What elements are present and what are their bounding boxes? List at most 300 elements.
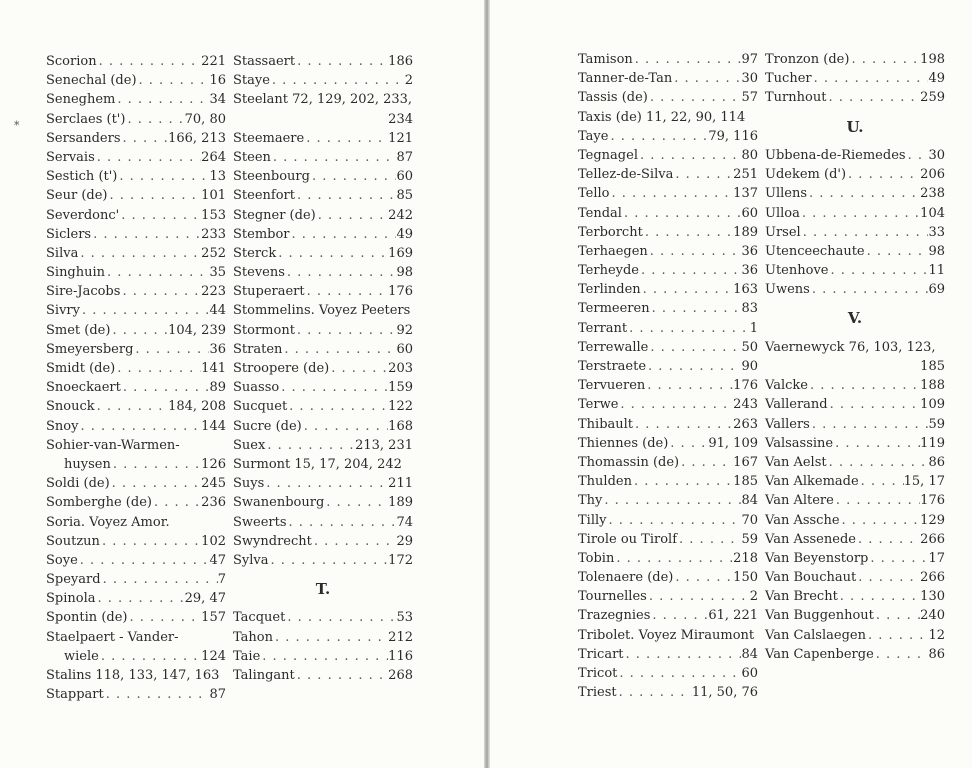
dot-leader [826, 88, 920, 107]
index-entry [765, 568, 945, 587]
entry-name: Tilly [578, 512, 607, 528]
entry-pages: 238 [920, 186, 945, 202]
index-entry [46, 129, 226, 148]
dot-leader [648, 88, 742, 107]
dot-leader [96, 589, 185, 608]
entry-pages: 167 [733, 454, 758, 470]
entry-pages: 141 [201, 361, 226, 376]
dot-leader [78, 551, 210, 570]
entry-name: Stevens [233, 265, 285, 281]
dot-leader [633, 415, 733, 434]
entry-name: Tassis (de) [578, 90, 648, 106]
entry-name: Vallers [765, 416, 810, 432]
dot-leader [265, 436, 355, 455]
index-entry [233, 225, 413, 244]
entry-pages: 35 [209, 265, 226, 281]
index-entry [46, 301, 226, 320]
index-entry [765, 204, 945, 223]
dot-leader [264, 474, 388, 493]
entry-name: Soye [46, 552, 78, 568]
index-entry [233, 608, 413, 627]
entry-name: Tervueren [578, 378, 646, 394]
margin-mark: * [14, 119, 20, 132]
dot-leader [324, 493, 388, 512]
index-entry [233, 282, 413, 301]
dot-leader [304, 129, 388, 148]
entry-pages: 59 [741, 531, 758, 547]
entry-name: huysen [64, 456, 111, 472]
index-entry [578, 108, 758, 127]
entry-name: Utenceechaute [765, 243, 865, 259]
index-entry [233, 666, 413, 685]
entry-name: Sohier-van-Warmen- [46, 437, 180, 453]
entry-pages: 104, 239 [168, 322, 226, 338]
entry-name: Tournelles [578, 589, 647, 605]
entry-name: Terborcht [578, 224, 643, 240]
entry-pages: 53 [396, 610, 413, 626]
index-entry [233, 493, 413, 512]
index-entry [233, 359, 413, 378]
entry-pages: 150 [733, 570, 758, 586]
dot-leader [316, 206, 388, 225]
entry-pages: 49 [928, 71, 945, 87]
entry-pages: 11 [928, 263, 945, 279]
index-entry [578, 69, 758, 88]
entry-pages: 153 [201, 207, 226, 223]
entry-pages: 163 [733, 282, 758, 298]
dot-leader [111, 455, 201, 474]
right-page [490, 0, 972, 768]
entry-pages: 169 [388, 245, 413, 261]
entry-name: Servais [46, 149, 95, 165]
index-entry [46, 551, 226, 570]
dot-leader [101, 570, 218, 589]
entry-pages: 98 [396, 265, 413, 281]
index-entry [233, 647, 413, 666]
dot-leader [648, 242, 742, 261]
index-column-right-2 [765, 50, 945, 664]
entry-pages: 126 [201, 456, 226, 472]
entry-name: Soldi (de) [46, 476, 110, 492]
index-entry [46, 666, 226, 685]
dot-leader [800, 204, 920, 223]
index-entry [46, 685, 226, 704]
index-entry [578, 683, 758, 702]
dot-leader [271, 148, 397, 167]
entry-pages: 264 [201, 149, 226, 165]
entry-name: Stommelins. Voyez Peeters [233, 303, 411, 319]
entry-name: Talingant [233, 668, 295, 684]
entry-pages: 59 [928, 416, 945, 432]
index-entry [765, 261, 945, 280]
entry-name: Tahon [233, 629, 273, 645]
entry-name: Tirole ou Tirolf [578, 531, 678, 547]
entry-pages: 186 [388, 54, 413, 69]
entry-pages: 137 [733, 186, 758, 202]
dot-leader [121, 129, 169, 148]
dot-leader [295, 321, 397, 340]
index-entry [46, 397, 226, 416]
dot-leader [639, 261, 741, 280]
dot-leader [133, 340, 209, 359]
entry-name: Speyard [46, 572, 101, 588]
dot-leader [110, 321, 168, 340]
entry-pages: 61, 221 [708, 608, 758, 624]
dot-leader [91, 225, 201, 244]
index-entry [578, 511, 758, 530]
index-entry [578, 415, 758, 434]
index-entry [765, 69, 945, 88]
dot-leader [617, 683, 692, 702]
dot-leader [282, 340, 396, 359]
index-entry [46, 493, 226, 512]
entry-pages: 104 [920, 205, 945, 221]
index-entry [46, 378, 226, 397]
index-entry [233, 417, 413, 436]
entry-pages: 12 [928, 627, 945, 643]
entry-name: Spontin (de) [46, 610, 128, 626]
entry-name: Smidt (de) [46, 361, 116, 376]
dot-leader [618, 395, 733, 414]
dot-leader [874, 645, 929, 664]
dot-leader [828, 395, 921, 414]
index-entry [578, 50, 758, 69]
dot-leader [650, 606, 708, 625]
index-entry [765, 530, 945, 549]
entry-pages: 29 [396, 533, 413, 549]
index-entry [765, 223, 945, 242]
dot-leader [647, 587, 750, 606]
entry-pages: 92 [396, 322, 413, 338]
dot-leader [840, 511, 921, 530]
index-entry [578, 127, 758, 146]
index-entry [233, 513, 413, 532]
entry-name: Terlinden [578, 282, 641, 298]
index-entry [46, 167, 226, 186]
entry-pages: 49 [396, 226, 413, 242]
entry-name: Tello [578, 186, 610, 202]
dot-leader [269, 551, 389, 570]
entry-pages: 57 [741, 90, 758, 106]
dot-leader [312, 532, 397, 551]
dot-leader [812, 69, 929, 88]
dot-leader [859, 472, 904, 491]
dot-leader [849, 50, 920, 69]
dot-leader [865, 242, 929, 261]
entry-name: Taye [578, 128, 609, 144]
entry-pages: 218 [733, 550, 758, 566]
entry-name: Tobin [578, 550, 615, 566]
entry-pages: 242 [388, 207, 413, 223]
index-entry [46, 206, 226, 225]
dot-leader [115, 90, 209, 109]
entry-name: Steen [233, 149, 271, 165]
index-entry [46, 359, 226, 378]
entry-pages: 98 [928, 243, 945, 259]
dot-leader [105, 263, 209, 282]
entry-name: Ullens [765, 186, 808, 202]
entry-pages: 176 [733, 378, 758, 394]
dot-leader [95, 148, 201, 167]
dot-leader [260, 647, 388, 666]
entry-pages: 259 [920, 90, 945, 106]
entry-pages: 198 [920, 52, 945, 67]
index-entry [578, 261, 758, 280]
entry-name: Snouck [46, 399, 95, 415]
index-entry [578, 146, 758, 165]
entry-name: Siclers [46, 226, 92, 242]
entry-pages: 80 [741, 147, 758, 163]
index-entry [233, 71, 413, 90]
entry-name: Serclaes (t') [46, 111, 126, 127]
entry-name: Sweerts [233, 514, 287, 530]
entry-name: Tricart [578, 646, 624, 662]
entry-name: Suys [233, 476, 265, 492]
dot-leader [329, 359, 388, 378]
dot-leader [672, 69, 741, 88]
dot-leader [610, 184, 734, 203]
entry-name: Swyndrecht [233, 533, 312, 549]
dot-leader [846, 165, 920, 184]
index-entry [765, 626, 945, 645]
index-entry [578, 357, 758, 376]
dot-leader [121, 378, 210, 397]
entry-name: Van Buggenhout [765, 608, 874, 624]
index-entry [46, 570, 226, 589]
index-entry [578, 165, 758, 184]
index-entry [765, 280, 945, 299]
entry-pages: 84 [741, 493, 758, 509]
entry-pages: 203 [388, 361, 413, 376]
entry-name: Tanner-de-Tan [578, 71, 673, 87]
dot-leader [810, 280, 929, 299]
dot-leader [302, 417, 388, 436]
dot-leader [100, 532, 201, 551]
entry-name: Staye [233, 73, 270, 89]
entry-pages: 176 [920, 493, 945, 509]
section-heading: V. [847, 309, 863, 328]
entry-pages: 251 [733, 167, 758, 183]
index-entry [46, 417, 226, 436]
dot-leader [673, 568, 733, 587]
dot-leader [287, 513, 397, 532]
dot-leader [650, 299, 742, 318]
dot-leader [285, 263, 397, 282]
index-entry [578, 395, 758, 414]
entry-pages: 84 [741, 646, 758, 662]
index-entry [578, 530, 758, 549]
index-entry [578, 184, 758, 203]
dot-leader [602, 491, 741, 510]
entry-pages: 188 [920, 378, 945, 394]
entry-pages: 69 [928, 282, 945, 298]
entry-name: Spinola [46, 591, 96, 607]
entry-name: Van Beyenstorp [765, 550, 869, 566]
entry-pages: 13 [209, 169, 226, 185]
index-entry [578, 319, 758, 338]
index-entry [578, 587, 758, 606]
index-entry [233, 244, 413, 263]
index-entry [46, 608, 226, 627]
entry-name: Tegnagel [578, 147, 638, 163]
index-entry [765, 242, 945, 261]
entry-name: Ubbena-de-Riemedes [765, 147, 906, 163]
dot-leader [866, 626, 928, 645]
entry-pages: 243 [733, 397, 758, 413]
index-entry [765, 472, 945, 491]
entry-pages: 236 [201, 495, 226, 511]
entry-pages: 97 [741, 52, 758, 67]
index-entry [578, 204, 758, 223]
entry-name: Termeeren [578, 301, 650, 317]
dot-leader [99, 647, 201, 666]
entry-name: Valcke [765, 378, 808, 394]
entry-name: Thy [578, 493, 603, 509]
index-entry [765, 50, 945, 69]
entry-name: Stuperaert [233, 284, 305, 300]
entry-name: Seneghem [46, 92, 116, 108]
entry-pages: 34 [209, 92, 226, 108]
index-entry [46, 513, 226, 532]
index-entry [46, 436, 226, 455]
dot-leader [95, 397, 168, 416]
section-heading: T. [315, 580, 331, 599]
index-entry [233, 301, 413, 320]
entry-pages: 266 [920, 570, 945, 586]
dot-leader [677, 530, 741, 549]
entry-pages: 7 [217, 572, 226, 588]
dot-leader [828, 261, 928, 280]
dot-leader [624, 645, 742, 664]
entry-name: Van Capenberge [765, 646, 874, 662]
index-entry [233, 628, 413, 647]
dot-leader [295, 666, 388, 685]
entry-pages: 172 [388, 552, 413, 568]
entry-pages: 36 [209, 341, 226, 357]
index-entry [578, 491, 758, 510]
entry-name: Snoeckaert [46, 380, 121, 396]
index-entry [233, 52, 413, 71]
entry-pages: 252 [201, 245, 226, 261]
entry-pages: 33 [928, 224, 945, 240]
entry-name: Van Brecht [765, 589, 838, 605]
entry-name: Taxis (de) 11, 22, 90, 114 [578, 109, 746, 125]
entry-name: Surmont 15, 17, 204, 242 [233, 456, 402, 472]
entry-name: Utenhove [765, 263, 829, 279]
index-entry [765, 453, 945, 472]
entry-pages: 87 [396, 149, 413, 165]
dot-leader [673, 165, 733, 184]
entry-name: Terhaegen [578, 243, 648, 259]
index-entry [233, 206, 413, 225]
entry-pages: 79, 116 [708, 128, 758, 144]
index-entry [233, 90, 413, 109]
dot-leader [807, 184, 920, 203]
entry-pages: 189 [733, 224, 758, 240]
entry-name: Singhuin [46, 265, 106, 281]
index-entry [765, 587, 945, 606]
entry-name: Triest [578, 685, 617, 701]
entry-name: Seur (de) [46, 188, 108, 204]
index-entry [233, 532, 413, 551]
index-entry [578, 280, 758, 299]
entry-name: Terrant [578, 320, 628, 336]
entry-pages: 15, 17 [903, 474, 945, 490]
index-entry [233, 186, 413, 205]
index-entry [578, 568, 758, 587]
entry-pages: 90 [741, 359, 758, 374]
index-entry [46, 282, 226, 301]
entry-pages: 85 [396, 188, 413, 204]
entry-pages: 185 [733, 474, 758, 490]
dot-leader [97, 52, 202, 71]
dot-leader [117, 167, 209, 186]
entry-pages: 29, 47 [184, 591, 226, 607]
index-entry [765, 165, 945, 184]
entry-pages: 213, 231 [355, 437, 413, 453]
dot-leader [287, 397, 388, 416]
index-column-right-1 [578, 50, 758, 702]
entry-pages: 50 [741, 339, 758, 355]
entry-pages: 60 [741, 666, 758, 681]
entry-name: Thibault [578, 416, 634, 432]
entry-name: Sucquet [233, 399, 288, 415]
dot-leader [614, 549, 733, 568]
entry-pages: 240 [920, 608, 945, 624]
index-entry [46, 110, 226, 129]
index-entry [233, 340, 413, 359]
entry-name: Sivry [46, 303, 80, 319]
entry-pages: 74 [396, 514, 413, 530]
entry-pages: 129 [920, 512, 945, 528]
entry-name: Taie [233, 648, 261, 664]
entry-name: Van Aelst [765, 454, 827, 470]
index-entry [578, 626, 758, 645]
index-entry [765, 146, 945, 165]
entry-name: Sire-Jacobs [46, 284, 121, 300]
dot-leader [868, 549, 928, 568]
index-entry [765, 395, 945, 414]
entry-name: Thulden [578, 474, 632, 490]
entry-name: Soutzun [46, 533, 100, 549]
entry-pages: 11, 50, 76 [691, 685, 758, 701]
index-entry [233, 474, 413, 493]
entry-pages: 70, 80 [184, 111, 226, 127]
entry-name: Stegner (de) [233, 207, 316, 223]
dot-leader [273, 628, 388, 647]
entry-name: Steemaere [233, 130, 305, 146]
dot-leader [801, 223, 929, 242]
index-entry [765, 376, 945, 395]
entry-pages: 101 [201, 188, 226, 204]
dot-leader [622, 204, 741, 223]
dot-leader [78, 417, 201, 436]
entry-pages: 124 [201, 648, 226, 664]
entry-pages: 223 [201, 284, 226, 300]
entry-name: Stassaert [233, 54, 296, 69]
entry-name: Tellez-de-Silva [578, 167, 674, 183]
entry-pages: 86 [928, 454, 945, 470]
dot-leader [633, 50, 742, 69]
entry-pages: 184, 208 [168, 399, 226, 415]
index-entry [46, 225, 226, 244]
dot-leader [285, 608, 396, 627]
index-entry [578, 376, 758, 395]
entry-pages: 122 [388, 399, 413, 415]
entry-name: Soria. Voyez Amor. [46, 514, 170, 530]
index-entry [578, 242, 758, 261]
entry-name: Scorion [46, 54, 97, 69]
